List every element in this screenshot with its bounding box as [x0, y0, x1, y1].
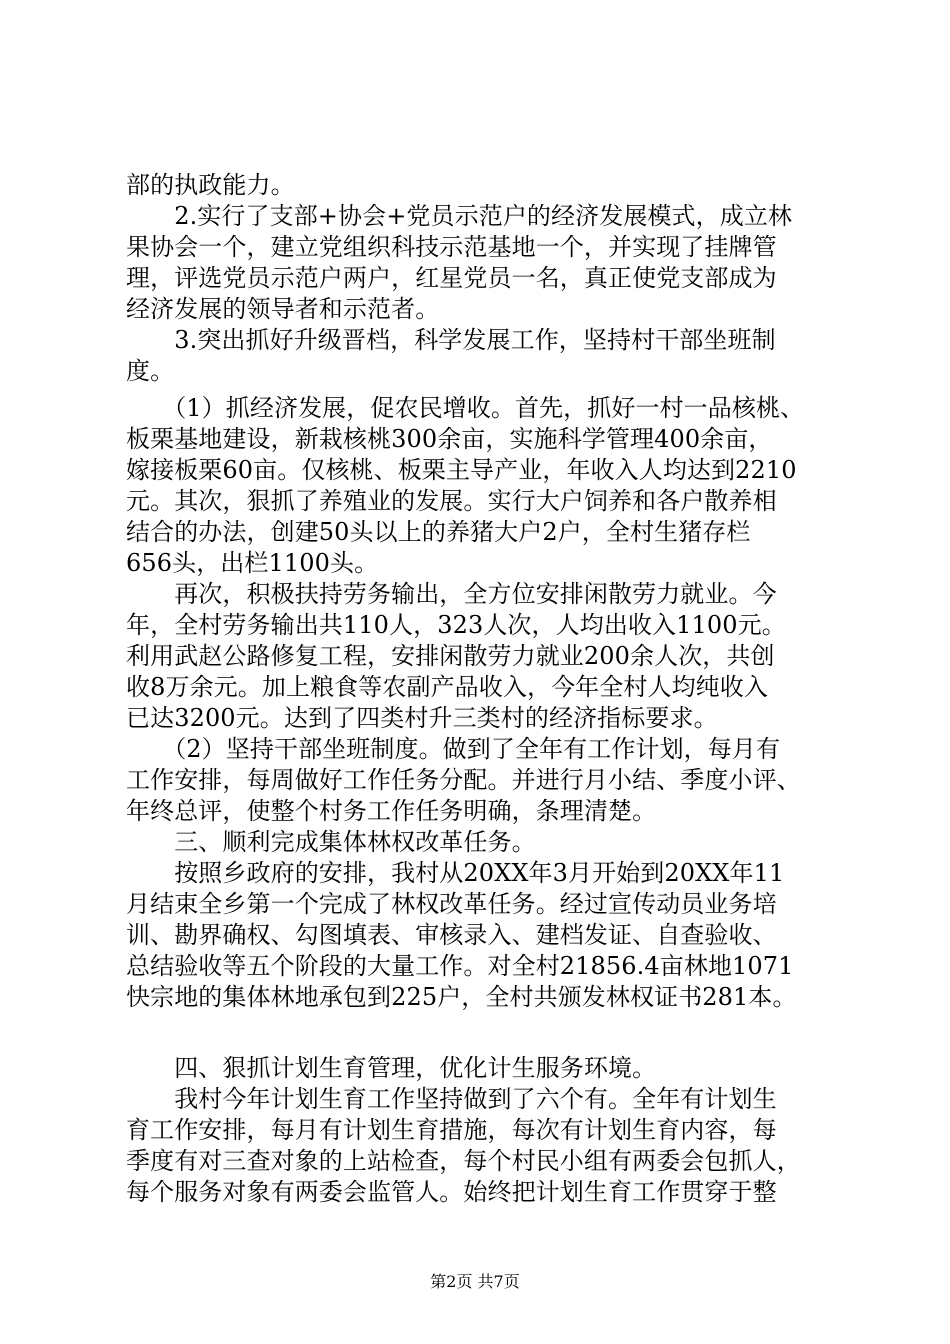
text-line: 我村今年计划生育工作坚持做到了六个有。全年有计划生	[126, 1085, 777, 1113]
text-line: 再次，积极扶持劳务输出，全方位安排闲散劳力就业。今	[126, 580, 777, 608]
text-line: 部的执政能力。	[126, 171, 295, 199]
text-line: （1）抓经济发展，促农民增收。首先，抓好一村一品核桃、	[126, 394, 805, 422]
text-line: 度。	[126, 357, 175, 385]
text-line: 快宗地的集体林地承包到225户，全村共颁发林权证书281本。	[126, 983, 797, 1011]
text-line: 三、顺利完成集体林权改革任务。	[126, 828, 536, 856]
text-line: 总结验收等五个阶段的大量工作。对全村21856.4亩林地1071	[126, 952, 794, 980]
text-line: 按照乡政府的安排，我村从20XX年3月开始到20XX年11	[126, 859, 785, 887]
text-line: 656头，出栏1100头。	[126, 549, 379, 577]
text-line: 季度有对三查对象的上站检查，每个村民小组有两委会包抓人，	[126, 1147, 801, 1175]
text-line: 元。其次，狠抓了养殖业的发展。实行大户饲养和各户散养相	[126, 487, 777, 515]
text-line: 年终总评，使整个村务工作任务明确，条理清楚。	[126, 797, 657, 825]
text-line: 3.突出抓好升级晋档，科学发展工作，坚持村干部坐班制	[126, 326, 776, 354]
text-line: 果协会一个，建立党组织科技示范基地一个，并实现了挂牌管	[126, 233, 777, 261]
document-body	[126, 170, 828, 1208]
text-line: 每个服务对象有两委会监管人。始终把计划生育工作贯穿于整	[126, 1178, 777, 1206]
text-line: 训、勘界确权、勾图填表、审核录入、建档发证、自查验收、	[126, 921, 777, 949]
text-line: 已达3200元。达到了四类村升三类村的经济指标要求。	[126, 704, 718, 732]
text-line: 育工作安排，每月有计划生育措施，每次有计划生育内容，每	[126, 1116, 777, 1144]
page-number-footer: 第2页 共7页	[430, 1272, 520, 1291]
text-line: 月结束全乡第一个完成了林权改革任务。经过宣传动员业务培	[126, 890, 777, 918]
text-line: 经济发展的领导者和示范者。	[126, 295, 440, 323]
text-line: 嫁接板栗60亩。仅核桃、板栗主导产业，年收入人均达到2210	[126, 456, 797, 484]
text-line: 收8万余元。加上粮食等农副产品收入，今年全村人均纯收入	[126, 673, 768, 701]
text-line: 2.实行了支部+协会+党员示范户的经济发展模式，成立林	[126, 202, 793, 230]
text-line: （2）坚持干部坐班制度。做到了全年有工作计划，每月有	[126, 735, 781, 763]
text-line: 工作安排，每周做好工作任务分配。并进行月小结、季度小评、	[126, 766, 801, 794]
text-line: 年，全村劳务输出共110人，323人次，人均出收入1100元。	[126, 611, 786, 639]
text-line: 结合的办法，创建50头以上的养猪大户2户，全村生猪存栏	[126, 518, 751, 546]
text-line: 利用武赵公路修复工程，安排闲散劳力就业200余人次，共创	[126, 642, 775, 670]
text-line: 板栗基地建设，新栽核桃300余亩，实施科学管理400余亩，	[126, 425, 773, 453]
text-line: 理，评选党员示范户两户，红星党员一名，真正使党支部成为	[126, 264, 777, 292]
section-heading: 四、狠抓计划生育管理，优化计生服务环境。	[126, 1054, 657, 1082]
